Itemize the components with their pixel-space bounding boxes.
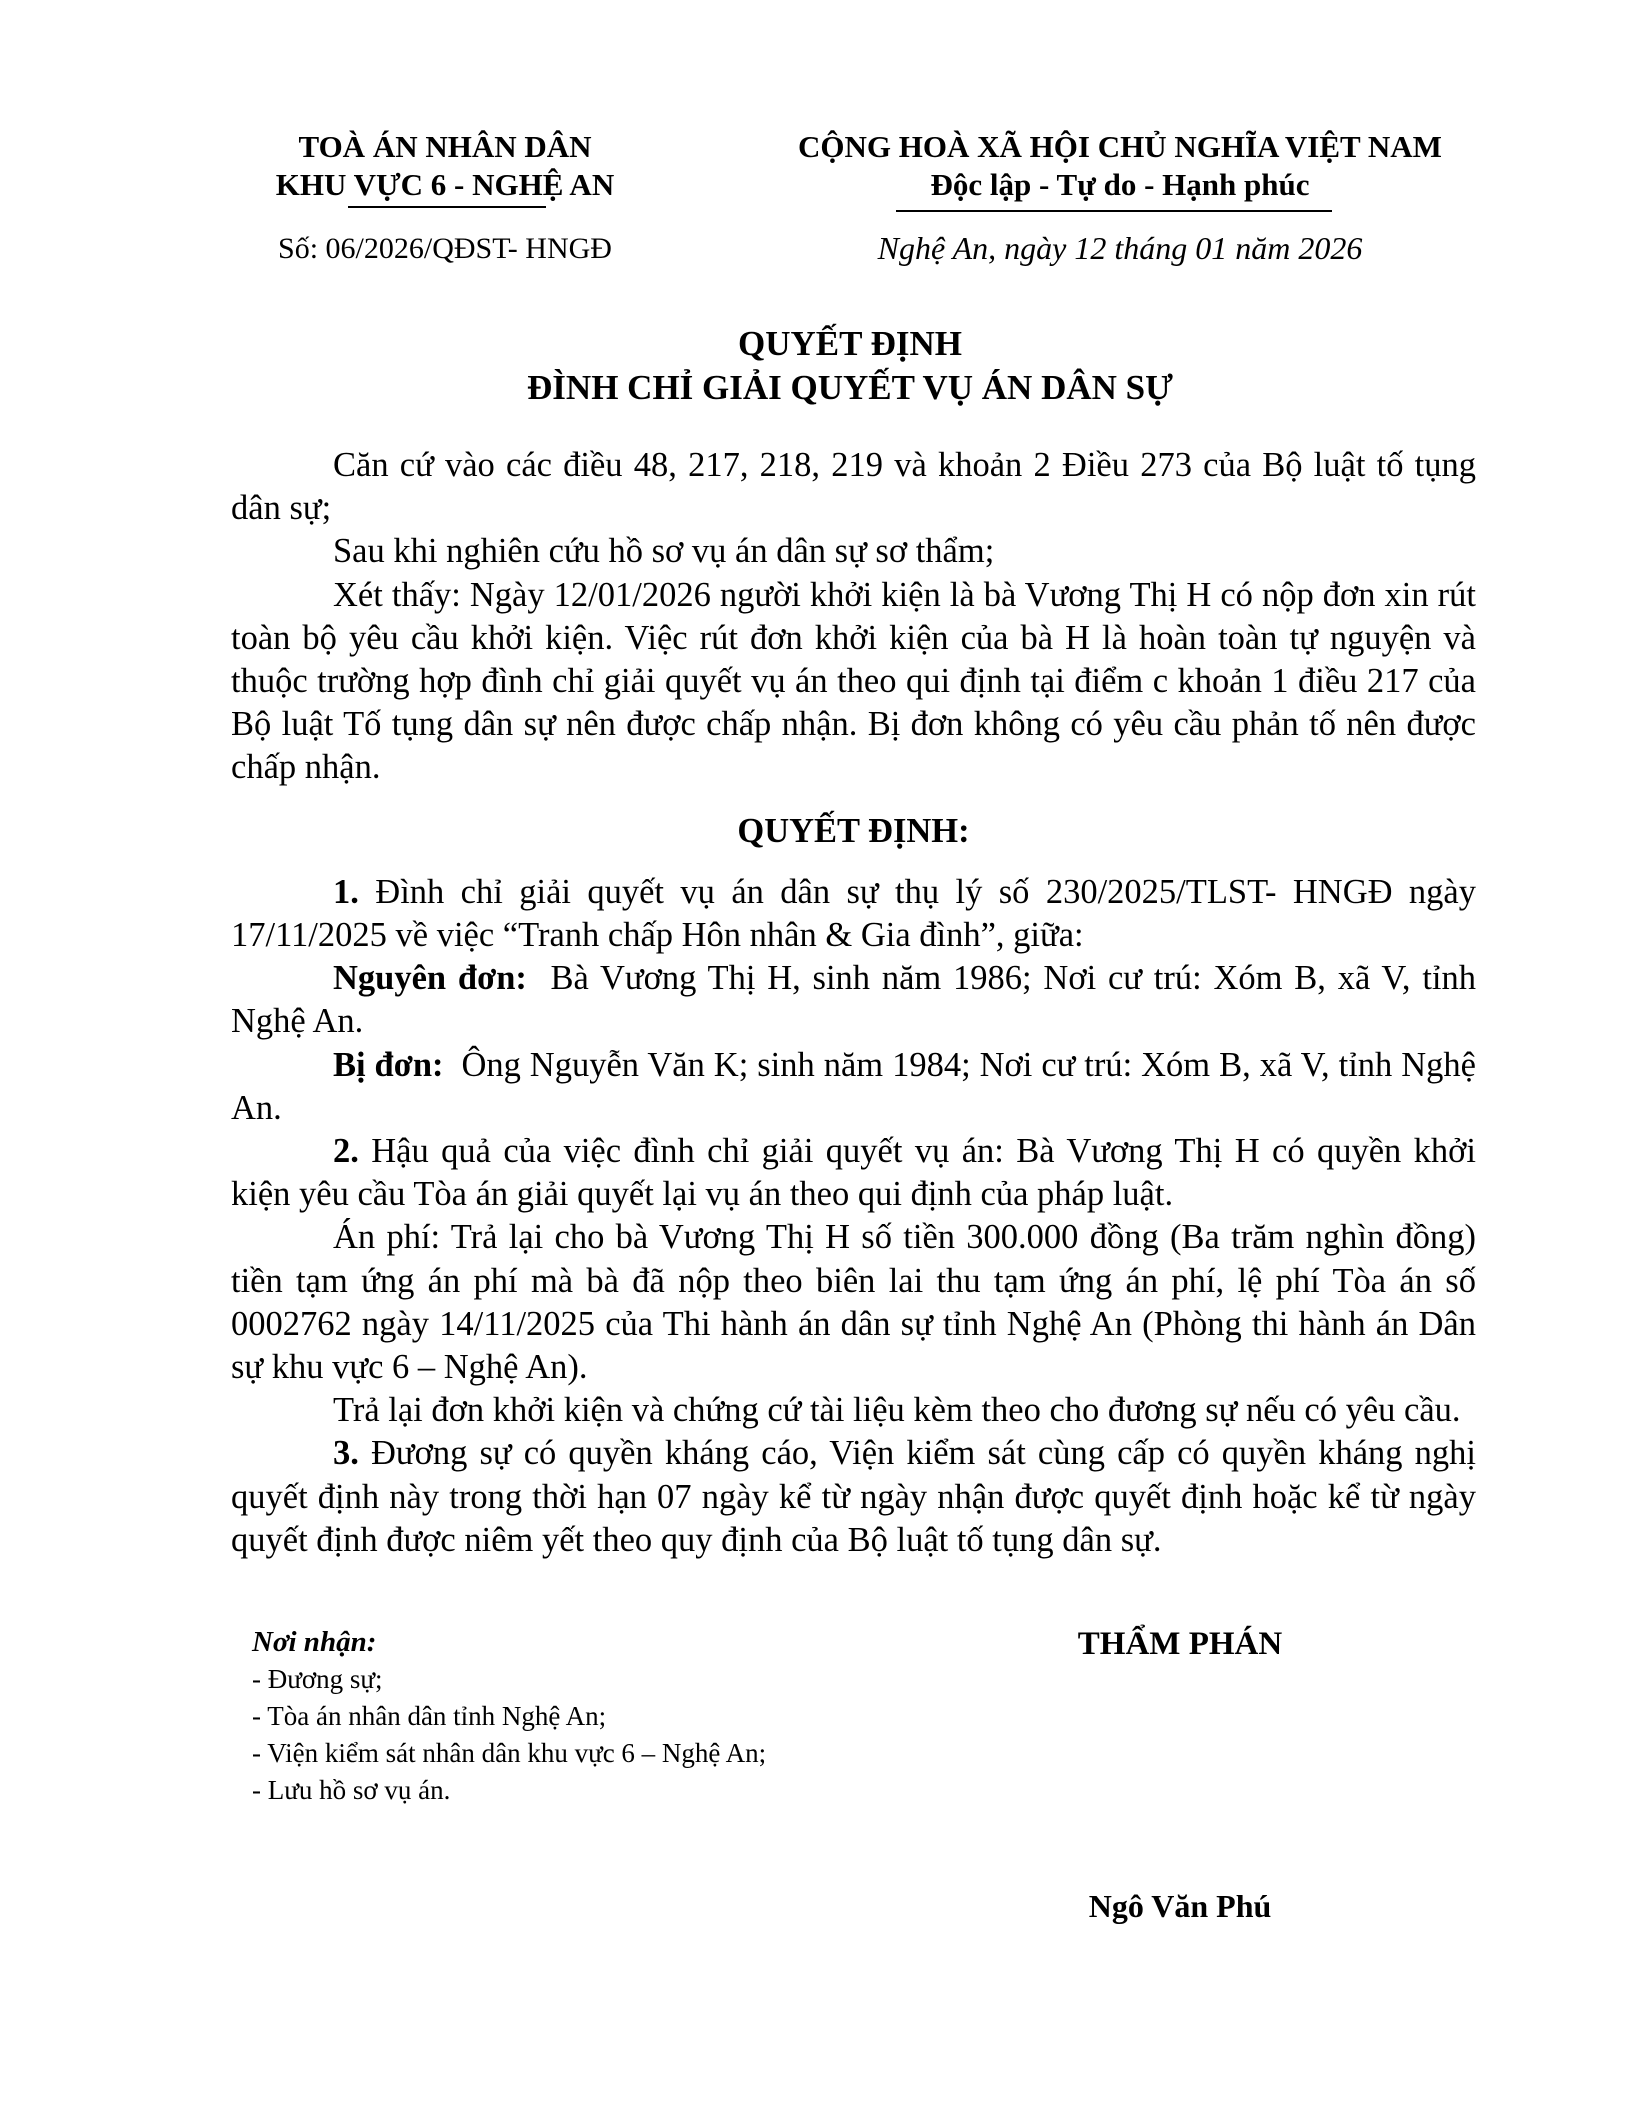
item-2-text: Hậu quả của việc đình chỉ giải quyết vụ án: Bà Vương Thị H có quyền khởi kiện yêu cầu Tòa án giải quyết lại vụ án theo qui định của pháp luật. <box>231 1132 1476 1214</box>
title-line-1: QUYẾT ĐỊNH <box>738 324 962 363</box>
document-number: Số: 06/2026/QĐST- HNGĐ <box>278 232 612 265</box>
item-3-number: 3. <box>333 1434 359 1473</box>
item-2-number: 2. <box>333 1132 359 1171</box>
recipient-item: - Viện kiểm sát nhân dân khu vực 6 – Nghệ An; <box>252 1738 767 1768</box>
court-name: TOÀ ÁN NHÂN DÂN <box>298 129 592 164</box>
decision-heading: QUYẾT ĐỊNH: <box>737 811 970 850</box>
legal-basis-paragraph: Căn cứ vào các điều 48, 217, 218, 219 và khoản 2 Điều 273 của Bộ luật tố tụng dân sự; <box>231 446 1476 528</box>
plaintiff-label: Nguyên đơn: <box>333 959 527 998</box>
recipients-block <box>252 1624 972 1809</box>
study-paragraph: Sau khi nghiên cứu hồ sơ vụ án dân sự sơ thẩm; <box>333 532 995 571</box>
recipients-label: Nơi nhận: <box>252 1626 377 1658</box>
place-and-date: Nghệ An, ngày 12 tháng 01 năm 2026 <box>877 230 1363 266</box>
recipient-item: - Lưu hồ sơ vụ án. <box>252 1775 451 1805</box>
issuer-underline <box>348 206 546 208</box>
national-header <box>760 128 1480 204</box>
item-1-text: Đình chỉ giải quyết vụ án dân sự thụ lý số 230/2025/TLST- HNGĐ ngày 17/11/2025 về việc “Tranh chấp Hôn nhân & Gia đình”, giữa: <box>231 872 1476 955</box>
court-region: KHU VỰC 6 - NGHỆ AN <box>275 167 615 202</box>
item-2-paragraph <box>231 1130 1476 1216</box>
document-body <box>231 444 1485 1562</box>
defendant-text: Ông Nguyễn Văn K; sinh năm 1984; Nơi cư trú: Xóm B, xã V, tỉnh Nghệ An. <box>231 1045 1483 1127</box>
item-1-paragraph <box>231 871 1476 957</box>
consideration-paragraph: Xét thấy: Ngày 12/01/2026 người khởi kiện là bà Vương Thị H có nộp đơn xin rút toàn bộ yêu cầu khởi kiện. Việc rút đơn khởi kiện của bà H là hoàn toàn tự nguyện và thuộc trường hợp đình chỉ giải quyết vụ án theo qui định tại điểm c khoản 1 điều 217 của Bộ luật Tố tụng dân sự nên được chấp nhận. Bị đơn không có yêu cầu phản tố nên được chấp nhận. <box>231 575 1476 787</box>
country-name: CỘNG HOÀ XÃ HỘI CHỦ NGHĨA VIỆT NAM <box>798 129 1442 164</box>
return-paragraph: Trả lại đơn khởi kiện và chứng cứ tài liệu kèm theo cho đương sự nếu có yêu cầu. <box>333 1391 1461 1430</box>
recipient-item: - Đương sự; <box>252 1664 383 1694</box>
item-3-text: Đương sự có quyền kháng cáo, Viện kiểm sát cùng cấp có quyền kháng nghị quyết định này trong thời hạn 07 ngày kể từ ngày nhận được quyết định hoặc kể từ ngày quyết định được niêm yết theo quy định của Bộ luật tố tụng dân sự. <box>231 1434 1476 1559</box>
defendant-label: Bị đơn: <box>333 1045 444 1084</box>
motto-underline <box>896 210 1332 212</box>
item-3-paragraph <box>231 1432 1476 1562</box>
issuer-block <box>260 128 630 204</box>
defendant-paragraph <box>231 1044 1483 1130</box>
plaintiff-paragraph <box>231 957 1485 1043</box>
item-1-number: 1. <box>333 872 359 911</box>
document-title <box>130 322 1570 410</box>
recipient-item: - Tòa án nhân dân tỉnh Nghệ An; <box>252 1701 607 1731</box>
title-line-2: ĐÌNH CHỈ GIẢI QUYẾT VỤ ÁN DÂN SỰ <box>527 368 1173 407</box>
national-motto: Độc lập - Tự do - Hạnh phúc <box>930 167 1310 202</box>
plaintiff-text: Bà Vương Thị H, sinh năm 1986; Nơi cư trú: Xóm B, xã V, tỉnh Nghệ An. <box>231 959 1485 1041</box>
signer-name: Ngô Văn Phú <box>1088 1888 1272 1924</box>
fee-paragraph: Án phí: Trả lại cho bà Vương Thị H số tiền 300.000 đồng (Ba trăm nghìn đồng) tiền tạm ứng án phí mà bà đã nộp theo biên lai thu tạm ứng án phí, lệ phí Tòa án số 0002762 ngày 14/11/2025 của Thi hành án dân sự tỉnh Nghệ An (Phòng thi hành án Dân sự khu vực 6 – Nghệ An). <box>231 1218 1476 1387</box>
signer-title: THẨM PHÁN <box>1077 1626 1283 1662</box>
